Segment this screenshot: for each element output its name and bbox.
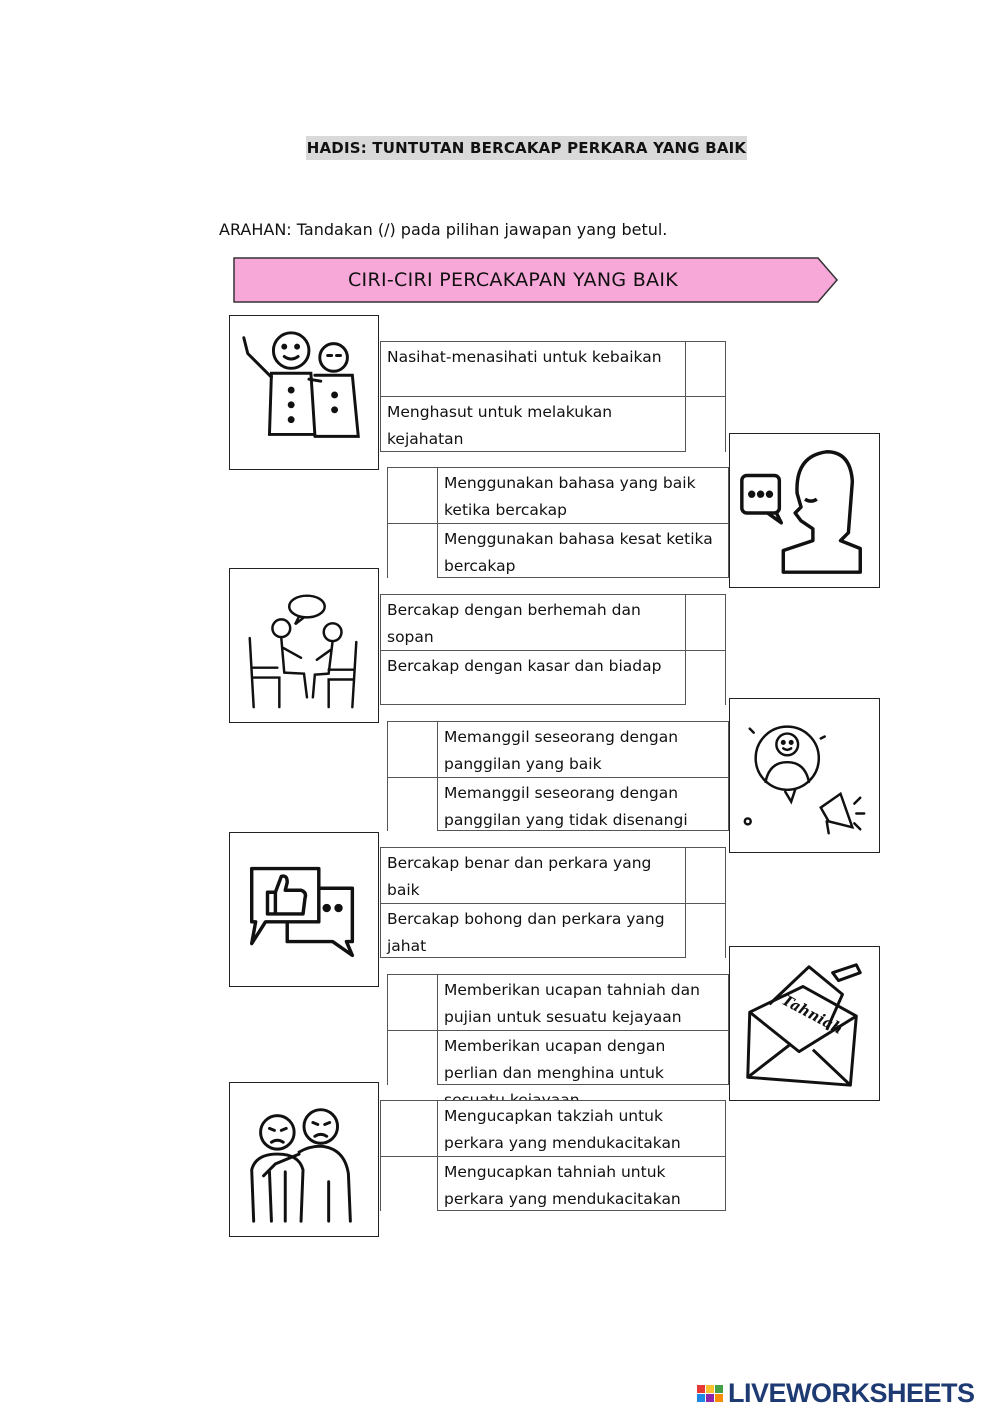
page-title: HADIS: TUNTUTAN BERCAKAP PERKARA YANG BAIK xyxy=(306,136,747,160)
question-5-options xyxy=(380,847,726,958)
question-5-option-a-checkbox[interactable] xyxy=(685,848,725,903)
question-6-option-b xyxy=(388,1030,728,1085)
question-7-options xyxy=(380,1100,726,1211)
question-7-option-a xyxy=(381,1101,725,1156)
option-text: Mengucapkan tahniah untuk perkara yang mendukacitakan xyxy=(444,1163,681,1208)
question-2-option-b xyxy=(388,523,728,578)
option-text: Memberikan ucapan tahniah dan pujian untuk sesuatu kejayaan xyxy=(444,981,700,1026)
option-text: Memanggil seseorang dengan panggilan yang tidak disenangi xyxy=(444,784,688,829)
question-3-options xyxy=(380,594,726,705)
question-5-option-a xyxy=(381,848,725,903)
logo-mark-icon xyxy=(697,1385,723,1402)
question-2-options xyxy=(387,467,729,578)
question-6-option-a xyxy=(388,975,728,1030)
question-3-option-b-checkbox[interactable] xyxy=(685,651,725,705)
question-7-option-a-checkbox[interactable] xyxy=(381,1101,438,1156)
logo-square xyxy=(697,1385,705,1393)
option-text: Bercakap bohong dan perkara yang jahat xyxy=(387,910,665,955)
question-1-option-b-checkbox[interactable] xyxy=(685,397,725,452)
logo-square xyxy=(715,1385,723,1393)
question-3-option-b xyxy=(381,650,725,705)
option-text: Nasihat-menasihati untuk kebaikan xyxy=(387,348,662,366)
thumbs-up-chat-icon xyxy=(229,832,379,987)
question-4-option-a-checkbox[interactable] xyxy=(388,722,438,777)
option-text: Menghasut untuk melakukan kejahatan xyxy=(387,403,613,448)
question-2-option-a-checkbox[interactable] xyxy=(388,468,438,523)
question-3-option-a xyxy=(381,595,725,650)
question-7-option-b-checkbox[interactable] xyxy=(381,1157,438,1211)
question-6-option-a-checkbox[interactable] xyxy=(388,975,438,1030)
person-megaphone-icon xyxy=(729,698,880,853)
question-5-option-b xyxy=(381,903,725,958)
option-text: Bercakap dengan kasar dan biadap xyxy=(387,657,662,675)
question-4-option-a xyxy=(388,722,728,777)
option-text: Memanggil seseorang dengan panggilan yang baik xyxy=(444,728,679,773)
option-text: Bercakap benar dan perkara yang baik xyxy=(387,854,652,899)
tahniah-label: Tahniah xyxy=(778,991,846,1038)
logo-square xyxy=(706,1394,714,1402)
option-text: Menggunakan bahasa yang baik ketika bercakap xyxy=(444,474,696,519)
section-banner xyxy=(233,257,838,303)
people-advising-icon xyxy=(229,315,379,470)
logo-square xyxy=(715,1394,723,1402)
tahniah-envelope-icon xyxy=(729,946,880,1101)
question-6-options xyxy=(387,974,729,1085)
logo-text: LIVEWORKSHEETS xyxy=(728,1377,975,1408)
question-2-option-a xyxy=(388,468,728,523)
logo-square xyxy=(697,1394,705,1402)
question-1-option-a-checkbox[interactable] xyxy=(685,342,725,396)
question-3-option-a-checkbox[interactable] xyxy=(685,595,725,650)
banner-title: CIRI-CIRI PERCAKAPAN YANG BAIK xyxy=(347,269,679,291)
option-text: Mengucapkan takziah untuk perkara yang mendukacitakan xyxy=(444,1107,681,1152)
question-4-option-b xyxy=(388,777,728,831)
question-1-option-b xyxy=(381,396,725,452)
question-5-option-b-checkbox[interactable] xyxy=(685,904,725,958)
question-1-option-a xyxy=(381,342,725,396)
question-6-option-b-checkbox[interactable] xyxy=(388,1031,438,1085)
option-text: Memberikan ucapan dengan perlian dan menghina untuk xyxy=(444,1037,666,1082)
option-text: Bercakap dengan berhemah dan sopan xyxy=(387,601,641,646)
question-7-option-b xyxy=(381,1156,725,1211)
comforting-friend-icon xyxy=(229,1082,379,1237)
question-1-options xyxy=(380,341,726,452)
instruction-text: ARAHAN: Tandakan (/) pada pilihan jawapan yang betul. xyxy=(219,220,668,239)
question-2-option-b-checkbox[interactable] xyxy=(388,524,438,578)
logo-square xyxy=(706,1385,714,1393)
people-talking-seated-icon xyxy=(229,568,379,723)
person-speaking-icon xyxy=(729,433,880,588)
liveworksheets-logo[interactable] xyxy=(697,1379,975,1407)
question-4-option-b-checkbox[interactable] xyxy=(388,778,438,831)
question-4-options xyxy=(387,721,729,831)
option-text: Menggunakan bahasa kesat ketika bercakap xyxy=(444,530,713,575)
